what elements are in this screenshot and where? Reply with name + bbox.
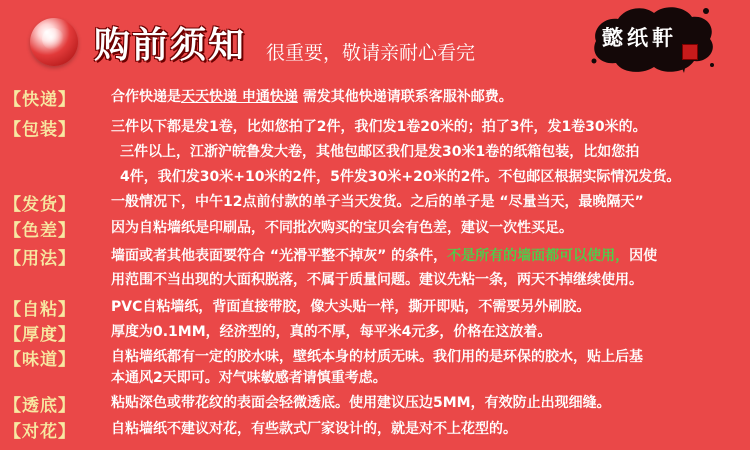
section-line: 墙面或者其他表面要符合 “光滑平整不掉灰” 的条件，不是所有的墙面都可以使用，因使 bbox=[111, 248, 658, 264]
section-line: 本通风2天即可。对气味敏感者请慎重考虑。 bbox=[111, 370, 387, 386]
red-orb-icon bbox=[30, 18, 78, 66]
section-line: 厚度为0.1MM，经济型的，真的不厚，每平米4元多，价格在这放着。 bbox=[111, 324, 552, 340]
red-seal-icon bbox=[682, 44, 698, 60]
section-line: 合作快递是天天快递 申通快递 需发其他快递请联系客服补邮费。 bbox=[111, 89, 513, 105]
section-line: PVC自粘墙纸，背面直接带胶，像大头贴一样，撕开即贴，不需要另外刷胶。 bbox=[111, 299, 591, 315]
section-line: 因为自粘墙纸是印刷品，不同批次购买的宝贝会有色差，建议一次性买足。 bbox=[111, 220, 573, 236]
section-tag: 【包装】 bbox=[4, 120, 76, 140]
section-line: 自粘墙纸都有一定的胶水味，壁纸本身的材质无味。我们用的是环保的胶水，贴上后基 bbox=[111, 349, 643, 365]
section-tag: 【快递】 bbox=[4, 90, 76, 110]
header bbox=[0, 0, 750, 78]
page-subtitle: 很重要，敬请亲耐心看完 bbox=[266, 42, 476, 64]
section-tag: 【色差】 bbox=[4, 221, 76, 241]
highlight-text: 不是所有的墙面都可以使用， bbox=[447, 248, 630, 264]
section-tag: 【对花】 bbox=[4, 422, 76, 442]
brand-logo-text: 懿纸軒 bbox=[602, 25, 677, 50]
section-line: 三件以下都是发1卷，比如您拍了2件，我们发1卷20米的；拍了3件，发1卷30米的。 bbox=[111, 119, 647, 135]
section-line: 三件以上，江浙沪皖鲁发大卷，其他包邮区我们是发30米1卷的纸箱包装，比如您拍 bbox=[120, 144, 640, 160]
section-line: 自粘墙纸不建议对花，有些款式厂家设计的，就是对不上花型的。 bbox=[111, 421, 517, 437]
page-title: 购前须知 bbox=[94, 25, 247, 66]
section-tag: 【厚度】 bbox=[4, 325, 76, 345]
section-tag: 【自粘】 bbox=[4, 300, 76, 320]
express-companies: 天天快递 申通快递 bbox=[181, 89, 298, 105]
section-line: 用范围不当出现的大面积脱落，不属于质量问题。建议先粘一条，两天不掉继续使用。 bbox=[111, 272, 643, 288]
section-line: 一般情况下，中午12点前付款的单子当天发货。之后的单子是 “尽量当天，最晚隔天” bbox=[111, 194, 644, 210]
section-tag: 【透底】 bbox=[4, 396, 76, 416]
section-tag: 【用法】 bbox=[4, 249, 76, 269]
section-tag: 【味道】 bbox=[4, 350, 76, 370]
section-tag: 【发货】 bbox=[4, 195, 76, 215]
section-line: 粘贴深色或带花纹的表面会轻微透底。使用建议压边5MM，有效防止出现细缝。 bbox=[111, 395, 611, 411]
section-line: 4件，我们发30米+10米的2件，5件发30米+20米的2件。不包邮区根据实际情况发货。 bbox=[120, 169, 681, 185]
